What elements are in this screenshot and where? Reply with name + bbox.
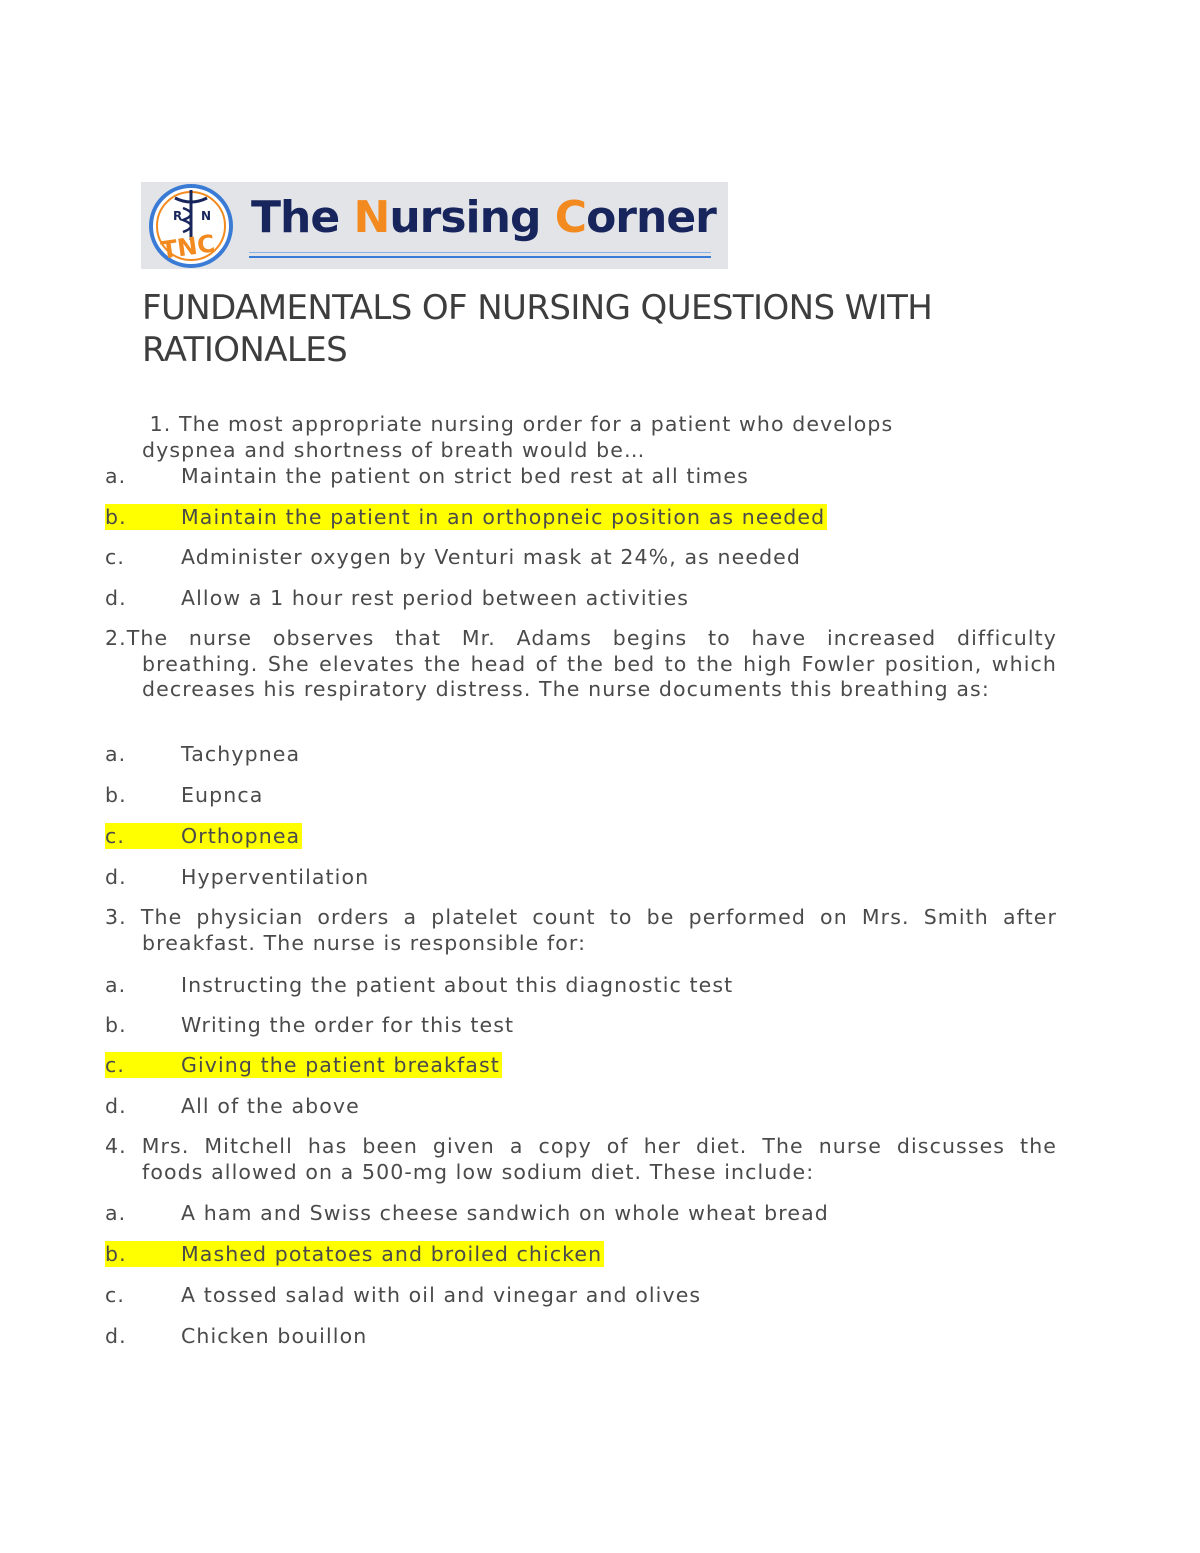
question-4-continuation: foods allowed on a 500-mg low sodium diet. These include: — [142, 1159, 815, 1184]
question-4-first-line: 4. Mrs. Mitchell has been given a copy of her diet. The nurse discusses the — [105, 1134, 1057, 1158]
question-4-option-a[interactable]: a. A ham and Swiss cheese sandwich on whole wheat bread — [105, 1201, 829, 1225]
question-3-option-a[interactable]: a. Instructing the patient about this diagnostic test — [105, 973, 734, 997]
question-2-option-b[interactable]: b. Eupnca — [105, 783, 264, 807]
question-4-option-b-correct[interactable]: b. Mashed potatoes and broiled chicken — [105, 1242, 603, 1266]
question-1-continuation: dyspnea and shortness of breath would be… — [142, 437, 646, 462]
question-1-option-d[interactable]: d. Allow a 1 hour rest period between activities — [105, 586, 690, 610]
question-2-option-d[interactable]: d. Hyperventilation — [105, 865, 370, 889]
svg-text:R: R — [173, 209, 183, 223]
question-2-option-a[interactable]: a. Tachypnea — [105, 742, 301, 766]
svg-text:N: N — [201, 209, 212, 223]
nursing-corner-logo — [141, 182, 728, 269]
logo-brand-text: The Nursing Corner — [251, 192, 716, 243]
page-title — [142, 287, 1042, 371]
question-4 — [105, 1134, 1057, 1185]
question-1-option-c[interactable]: c. Administer oxygen by Venturi mask at 24%, as needed — [105, 545, 802, 569]
question-3-option-b[interactable]: b. Writing the order for this test — [105, 1013, 515, 1037]
question-3-option-c-correct[interactable]: c. Giving the patient breakfast — [105, 1053, 500, 1077]
question-1-option-a[interactable]: a. Maintain the patient on strict bed rest at all times — [105, 464, 749, 488]
title-line-1: FUNDAMENTALS OF NURSING QUESTIONS WITH — [142, 288, 933, 328]
question-3-first-line: 3. The physician orders a platelet count to be performed on Mrs. Smith after — [105, 905, 1057, 929]
question-3-option-d[interactable]: d. All of the above — [105, 1094, 360, 1118]
question-3 — [105, 905, 1057, 956]
title-line-2: RATIONALES — [142, 330, 348, 370]
question-2-first-line: 2.The nurse observes that Mr. Adams begins to have increased difficulty — [105, 626, 1057, 650]
question-1 — [142, 412, 1057, 463]
question-3-continuation: breakfast. The nurse is responsible for: — [142, 930, 587, 955]
svg-text:TNC: TNC — [159, 229, 217, 265]
question-2-continuation: breathing. She elevates the head of the bed to the high Fowler position, which decreases his respiratory distress. The nurse documents this breathing as: — [142, 651, 1057, 701]
question-1-option-b-correct[interactable]: b. Maintain the patient in an orthopneic position as needed — [105, 505, 826, 529]
question-2 — [105, 626, 1057, 703]
question-2-option-c-correct[interactable]: c. Orthopnea — [105, 824, 301, 848]
logo-underline — [249, 256, 711, 258]
rn-tnc-emblem-icon — [141, 182, 251, 269]
logo-underline-thin — [249, 252, 711, 253]
question-4-option-d[interactable]: d. Chicken bouillon — [105, 1324, 368, 1348]
question-4-option-c[interactable]: c. A tossed salad with oil and vinegar and olives — [105, 1283, 702, 1307]
question-1-first-line: 1. The most appropriate nursing order for a patient who develops — [142, 412, 894, 436]
